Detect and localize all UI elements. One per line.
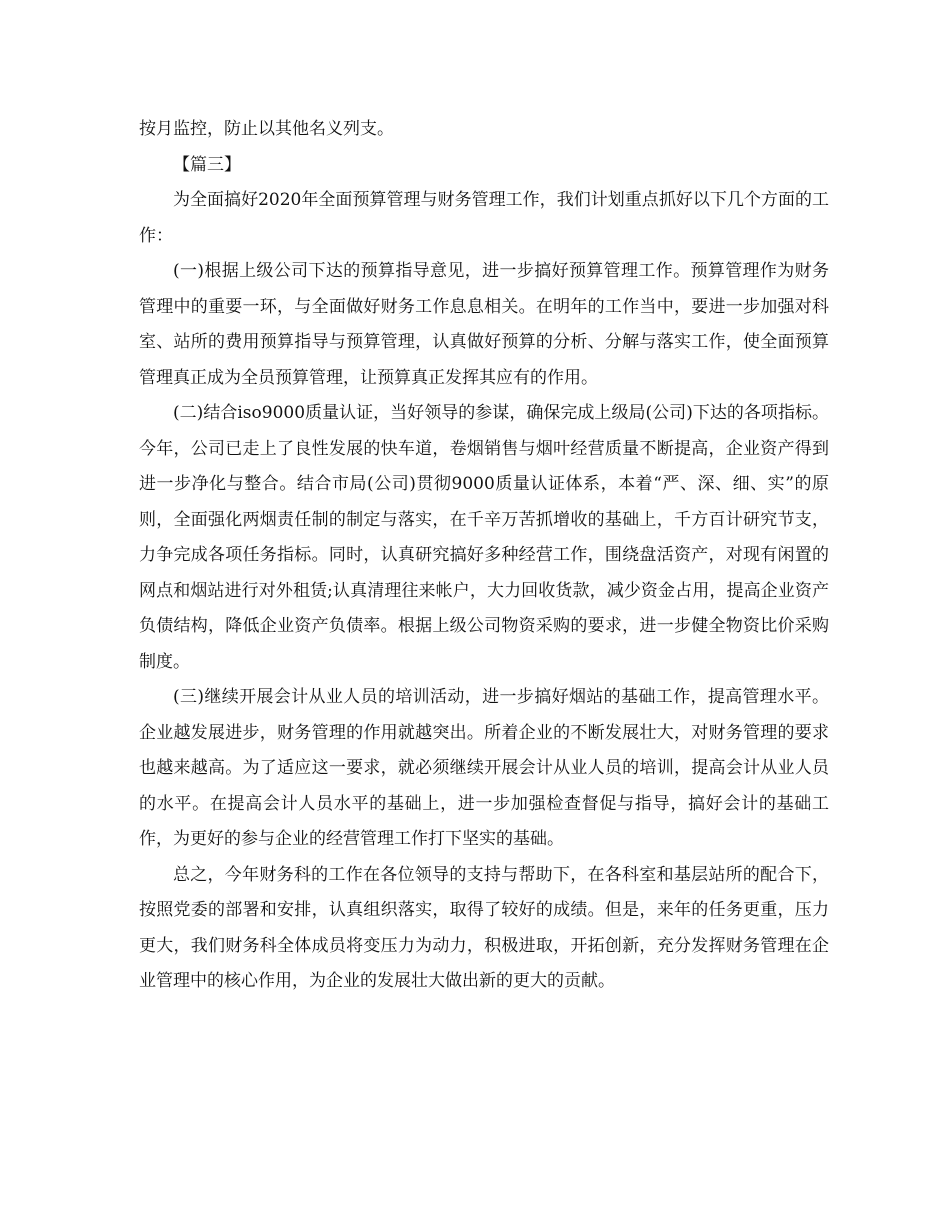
section-heading: 【篇三】	[173, 154, 241, 175]
paragraph-continuation: 按月监控，防止以其他名义列支。	[139, 119, 394, 139]
paragraph-item-3: (三)继续开展会计从业人员的培训活动，进一步搞好烟站的基础工作，提高管理水平。企业越发展进步，财务管理的作用就越突出。所着企业的不断发展壮大，对财务管理的要求也越来越高。为了适应这一要求，就必须继续开展会计从业人员的培训，提高会计从业人员的水平。在提高会计人员水平的基础上，进一步加强检查督促与指导，搞好会计的基础工作，为更好的参与企业的经营管理工作打下坚实的基础。	[139, 687, 829, 849]
paragraph-conclusion: 总之，今年财务科的工作在各位领导的支持与帮助下，在各科室和基层站所的配合下，按照党委的部署和安排，认真组织落实，取得了较好的成绩。但是，来年的任务更重，压力更大，我们财务科全体成员将变压力为动力，积极进取，开拓创新，充分发挥财务管理在企业管理中的核心作用，为企业的发展壮大做出新的更大的贡献。	[139, 864, 829, 991]
paragraph-item-2: (二)结合iso9000质量认证，当好领导的参谋，确保完成上级局(公司)下达的各项指标。今年，公司已走上了良性发展的快车道，卷烟销售与烟叶经营质量不断提高，企业资产得到进一步净化与整合。结合市局(公司)贯彻9000质量认证体系，本着“严、深、细、实”的原则，全面强化两烟责任制的制定与落实，在千辛万苦抓增收的基础上，千方百计研究节支，力争完成各项任务指标。同时，认真研究搞好多种经营工作，围绕盘活资产，对现有闲置的网点和烟站进行对外租赁;认真清理往来帐户，大力回收货款，减少资金占用，提高企业资产负债结构，降低企业资产负债率。根据上级公司物资采购的要求，进一步健全物资比价采购制度。	[139, 403, 829, 672]
paragraph-item-1: (一)根据上级公司下达的预算指导意见，进一步搞好预算管理工作。预算管理作为财务管理中的重要一环，与全面做好财务工作息息相关。在明年的工作当中，要进一步加强对科室、站所的费用预算指导与预算管理，认真做好预算的分析、分解与落实工作，使全面预算管理真正成为全员预算管理，让预算真正发挥其应有的作用。	[139, 261, 829, 388]
paragraph-intro: 为全面搞好2020年全面预算管理与财务管理工作，我们计划重点抓好以下几个方面的工作：	[139, 190, 829, 246]
document-body	[139, 112, 829, 1000]
